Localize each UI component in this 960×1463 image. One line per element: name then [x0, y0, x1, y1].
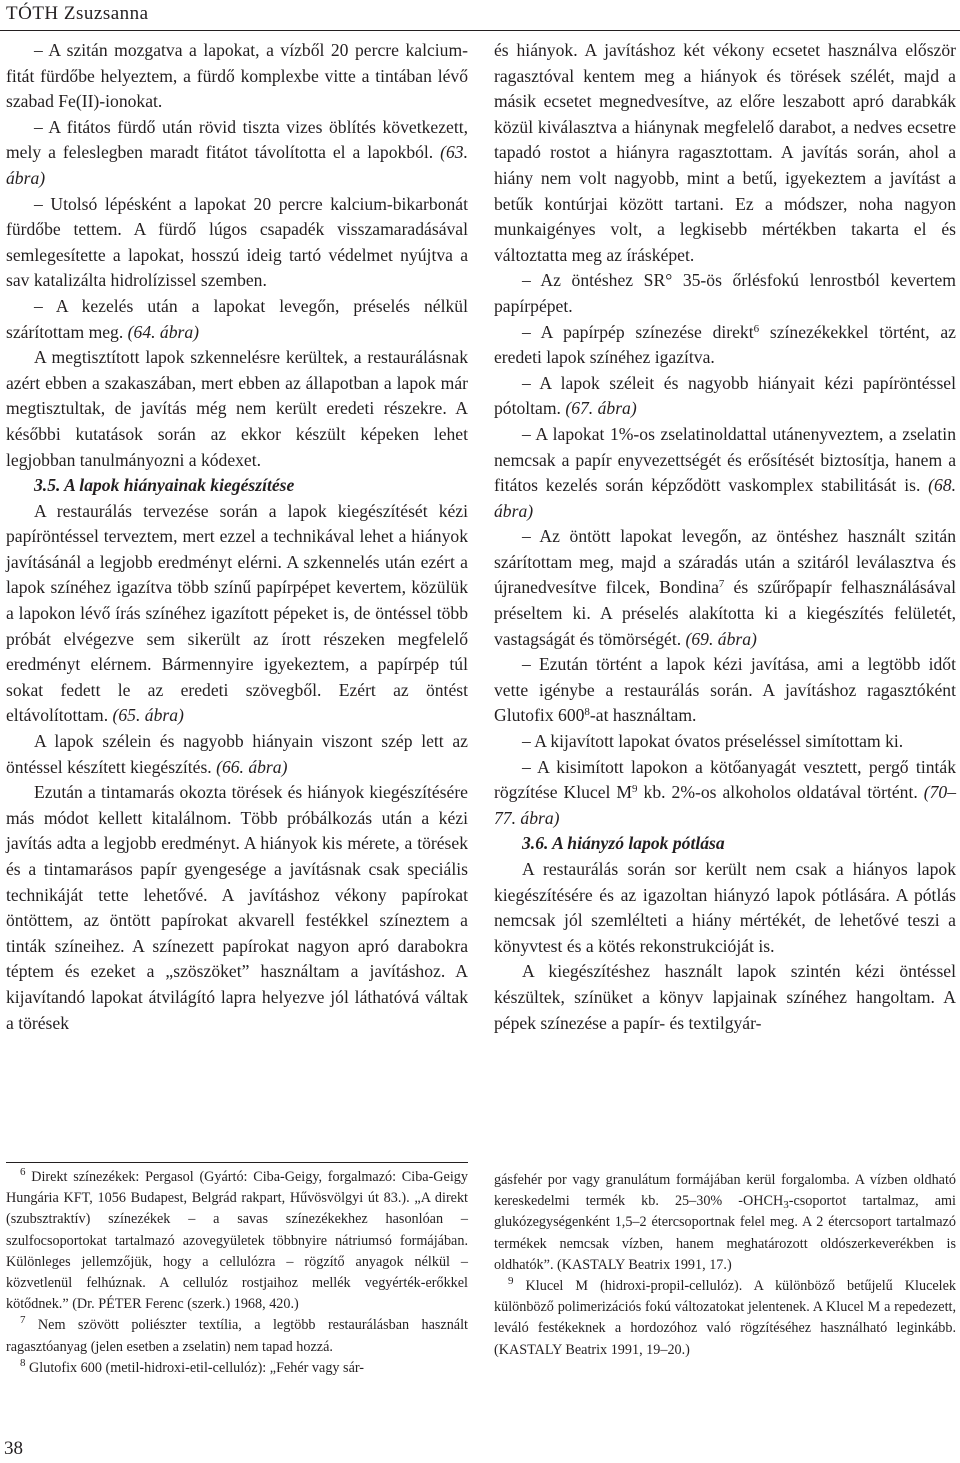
paragraph-text: – A kisimított lapokon a kötőanyagát vesztett, pergő tinták rögzítése Klucel M	[494, 756, 956, 803]
footnotes-right	[494, 1170, 956, 1361]
figure-reference: (65. ábra)	[112, 705, 184, 726]
footnote	[494, 1276, 956, 1361]
footnote-number: 7	[20, 1314, 26, 1327]
paragraph-text: és szűrőpapír felhasználásával préseltem ki. A préselés alakította ki a kiegészítés felületét, vastagságát és tömörségét.	[494, 577, 956, 649]
footnote-text: Klucel M (hidroxi-propil-cellulóz). A különböző betűjelű Klucelek különböző polimerizációs fokú változatokat jelentenek. A Klucel M a repedezett, leváló festékeknek a hordozóhoz való rögzítéséhez használható leginkább. (KASTALY Beatrix 1991, 19–20.)	[494, 1278, 956, 1358]
paragraph	[6, 115, 468, 192]
section-heading	[6, 473, 468, 499]
paragraph-text: – A fitátos fürdő után rövid tiszta vizes öblítés következett, mely a feleslegben maradt fitátot távolította el a lapokból.	[6, 116, 468, 163]
paragraph-text: – Utolsó lépésként a lapokat 20 percre kalcium-bikarbonát fürdőbe tettem. A fürdő lúgos csapadék visszamaradásával semlegesítette a lapokat, hosszú ideig tartó védelmet nyújtva a sav katalizálta hidrolízissel szemben.	[6, 193, 468, 291]
footnote-text: Direkt színezékek: Pergasol (Gyártó: Ciba-Geigy, forgalmazó: Ciba-Geigy Hungária KFT, 1056 Budapest, Belgrád rakpart, Hűvösvölgyi út 83.). „A direkt (szubsztraktív) színezékek – a savas színezékekhez hasonlóan – szulfocsoportokat tartalmazó azovegyületek többnyire nátriumsó formájában. Különleges jellemzőjük, hogy a cellulózra – rögzítő anyagok nélkül – közvetlenül felhúznak. A cellulóz rostjaihoz mellék vegyérték-erőkkel kötődnek.” (Dr. PÉTER Ferenc (szerk.) 1968, 420.)	[6, 1169, 468, 1313]
paragraph-text: – A lapok széleit és nagyobb hiányait kézi papíröntéssel pótoltam.	[494, 372, 956, 419]
figure-reference: (63. ábra)	[6, 142, 468, 188]
section-title: A hiányzó lapok pótlása	[552, 833, 725, 854]
footnote-number: 6	[20, 1166, 26, 1178]
paragraph-text: és hiányok. A javításhoz két vékony ecsetet használva először ragasztóval kentem meg a hiányok és törések szélét, majd a másik ecsetet megnedvesítve, az előre leszabott apró darabkák közül kiválasztva a hiánynak megfelelő darabot, a nedves ecsetre tapadó rostot a hiányra ragasztottam. A javítás során, ahol a hiány nem volt nagyobb, mint a betű, igyekeztem a javítást a betűk kontúrjai között tartani. Ez a módszer, noha nagyon munkaigényes volt, a legkisebb mértékben takarta el és változtatta meg az írásképet.	[494, 40, 956, 265]
footnote-marker: 9	[632, 783, 638, 796]
footnote-number: 9	[508, 1275, 514, 1288]
left-column	[6, 38, 468, 1036]
paragraph	[494, 422, 956, 524]
paragraph-text: A megtisztított lapok szkennelésre kerültek, a restaurálásnak azért ebben a szakaszában, mert ebben az állapotban a lapok már megtisztultak, de javítás még nem került eredeti részekre. A későbbi kutatások során az ekkor készült képeken lehet legjobban tanulmányozni a kódexet.	[6, 347, 468, 470]
paragraph-text: -at használtam.	[589, 705, 697, 726]
figure-reference: (68. ábra)	[494, 475, 956, 521]
running-header: TÓTH Zsuzsanna	[6, 3, 149, 24]
section-title: A lapok hiányainak kiegészítése	[64, 475, 295, 496]
figure-reference: (70–77. ábra)	[494, 782, 956, 828]
footnote-marker: 6	[753, 322, 760, 335]
paragraph-text: – Az öntött lapokat levegőn, az öntéshez használt szitán szárítottam meg, majd a száradás után a szitáról leválasztva és újranedvesítve filcek, Bondina	[494, 526, 956, 598]
footnote-marker: 8	[584, 706, 590, 719]
subscript: 3	[783, 1199, 789, 1212]
paragraph-text: A restaurálás tervezése során a lapok kiegészítését kézi papíröntéssel terveztem, mert ezzel a technikával lehet a hiányok javításánál a legjobb eredményt elérni. A szkennelés után ezért a lapok színéhez igazítva több színű papírpépet kevertem, közülük a lapokon lévő írás színéhez igazított pépeket is, de öntéssel több próbát elvégezve sem sikerült az írott részeken megfelelő eredményt elérnem. Bármennyire igyekeztem, a papírpép túl sokat fedett le az eredeti szövegből. Ezért az öntést eltávolítottam.	[6, 500, 468, 726]
paragraph	[494, 857, 956, 959]
figure-reference: (69. ábra)	[685, 628, 757, 649]
section-number: 3.6.	[522, 833, 549, 854]
footnote-marker: 7	[718, 578, 725, 591]
paragraph	[494, 755, 956, 832]
paragraph	[494, 320, 956, 371]
footnote-number: 8	[20, 1356, 26, 1369]
paragraph-text: – A papírpép színezése direkt	[522, 321, 754, 342]
paragraph	[6, 345, 468, 473]
paragraph	[6, 499, 468, 729]
footnote	[6, 1167, 468, 1315]
header-rule	[0, 30, 960, 31]
footnote-text: -csoportot tartalmaz, ami glukózegységenként 1,5–2 étercsoportnak felel meg. A 2 étercsoport tartalmazó termékek nemcsak vízben, hanem meghatározott oldószerkeverékben is oldhatók”. (KASTALY Beatrix 1991, 17.)	[494, 1193, 956, 1273]
paragraph	[6, 780, 468, 1036]
figure-reference: (67. ábra)	[565, 398, 637, 419]
right-column	[494, 38, 956, 1036]
paragraph	[494, 652, 956, 729]
paragraph-text: – Ezután történt a lapok kézi javítása, ami a legtöbb időt vette igénybe a restaurálás során. A javításhoz ragasztóként Glutofix 600	[494, 654, 956, 726]
page-number: 38	[4, 1438, 23, 1459]
paragraph-text: színezékekkel történt, az eredeti lapok színéhez igazítva.	[494, 321, 956, 368]
footnote-text: gásfehér por vagy granulátum formájában kerül forgalomba. A vízben oldható kereskedelmi termék kb. 25–30% -OHCH	[494, 1172, 956, 1210]
section-number: 3.5.	[34, 475, 61, 496]
paragraph	[494, 371, 956, 422]
paragraph-text: A kiegészítéshez használt lapok szintén kézi öntéssel készültek, színüket a könyv lapjainak színéhez hangoltam. A pépek színezése a papír- és textilgyár-	[494, 961, 956, 1033]
paragraph	[6, 192, 468, 294]
section-heading	[494, 831, 956, 857]
paragraph-text: – A kijavított lapokat óvatos préseléssel simítottam ki.	[522, 731, 904, 752]
footnote-rule	[6, 1162, 468, 1163]
paragraph	[6, 729, 468, 780]
footnote	[6, 1315, 468, 1357]
paragraph	[6, 38, 468, 115]
paragraph-text: – A szitán mozgatva a lapokat, a vízből 20 percre kalcium-fitát fürdőbe helyeztem, a fürdő komplexbe vitte a tintában lévő szabad Fe(II)-ionokat.	[6, 40, 468, 112]
footnote-text: Nem szövött poliészter textília, a legtöbb restaurálásban használt ragasztóanyag (jelen esetben a zselatin) nem tapad hozzá.	[6, 1317, 468, 1355]
paragraph-text: Ezután a tintamarás okozta törések és hiányok kiegészítésére más módot kellett kitalálnom. Több próbálkozás után a kézi javítás adta a legjobb eredményt. A hiányok kis mérete, a törések és a tintamarásos papír gyengesége a javításnak csak speciális technikáját tette lehetővé. A javításhoz vékony papírokat öntöttem, az öntött papírokat akvarell festékkel színeztem a tinták színeihez. A színezett papírokat nagyon apró darabokra téptem és ezeket a „szöszöket” használtam a javításhoz. A kijavítandó lapokat átvilágító lapra helyezve jól láthatóvá váltak a törések	[6, 782, 468, 1033]
footnote-continuation	[494, 1170, 956, 1276]
paragraph	[6, 294, 468, 345]
paragraph	[494, 38, 956, 268]
figure-reference: (64. ábra)	[127, 321, 200, 342]
paragraph-text: – A kezelés után a lapokat levegőn, préselés nélkül szárítottam meg.	[6, 295, 468, 342]
paragraph	[494, 729, 956, 755]
paragraph	[494, 268, 956, 319]
footnote-text: Glutofix 600 (metil-hidroxi-etil-cellulóz): „Fehér vagy sár-	[25, 1359, 365, 1376]
figure-reference: (66. ábra)	[216, 756, 288, 777]
paragraph-text: – Az öntéshez SR° 35-ös őrlésfokú lenrostból kevertem papírpépet.	[494, 270, 956, 316]
paragraph-text: A lapok szélein és nagyobb hiányain viszont szép lett az öntéssel készített kiegészítés.	[6, 731, 468, 777]
footnotes-left	[6, 1167, 468, 1379]
paragraph-text: A restaurálás során sor került nem csak a hiányos lapok kiegészítésére és az igazoltan hiányzó lapok pótlására. A pótlás nemcsak jól szemlélteti a hiány mértékét, de lehetővé teszi a könyvtest és a kötés rekonstrukcióját is.	[494, 859, 956, 956]
paragraph-text: – A lapokat 1%-os zselatinoldattal utánenyveztem, a zselatin nemcsak a papír enyvezettségét és erősítését biztosítja, hanem a fitátos kezelés során képződött vaskomplex stabilitását is.	[494, 423, 956, 496]
paragraph	[494, 959, 956, 1036]
paragraph	[494, 524, 956, 652]
paragraph-text: kb. 2%-os alkoholos oldatával történt.	[637, 782, 918, 803]
footnote	[6, 1358, 468, 1379]
